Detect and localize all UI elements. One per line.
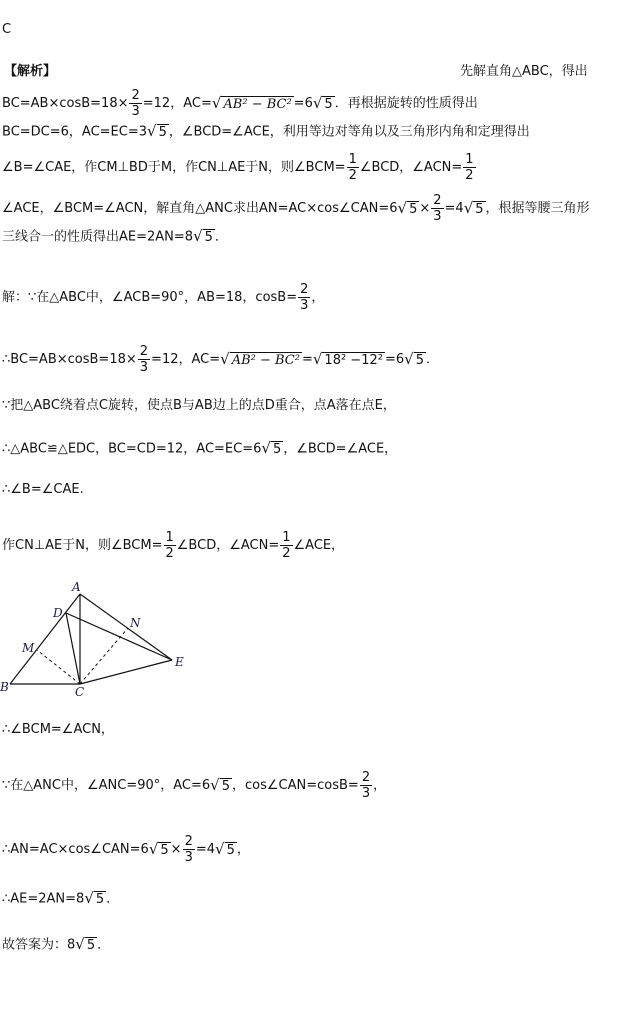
segment-CM bbox=[37, 650, 80, 684]
segment-AB bbox=[10, 594, 80, 684]
analysis-line-1: BC=AB×cosB=18× $\frac{2}{3}$ =12，AC=√ AB² − BC² =6√ 5 ．再根据旋转的性质得出 bbox=[2, 88, 478, 119]
solution-line-3: ∵把△ABC绕着点C旋转，使点B与AB边上的点D重合，点A落在点E， bbox=[2, 398, 396, 413]
solution-line-4: ∴△ABC≌△EDC，BC=CD=12，AC=EC=6√ 5 ，∠BCD=∠ACE， bbox=[2, 439, 398, 457]
geometry-figure bbox=[0, 580, 200, 700]
analysis-line-5: 三线合一的性质得出AE=2AN=8√ 5 ． bbox=[2, 227, 228, 245]
solution-line-7: ∴∠BCM=∠ACN， bbox=[2, 722, 114, 737]
label-N: N bbox=[130, 616, 141, 630]
solution-line-6: 作CN⊥AE于N，则∠BCM= $\frac{1}{2}$ ∠BCD，∠ACN= $\frac{1}{2}$ ∠ACE， bbox=[2, 530, 345, 561]
answer-letter: C bbox=[2, 22, 12, 37]
analysis-line-4: ∠ACE，∠BCM=∠ACN，解直角△ANC求出AN=AC×cos∠CAN=6√ 5 × $\frac{2}{3}$ =4√ 5 ，根据等腰三角形 bbox=[2, 193, 590, 224]
label-D: D bbox=[53, 606, 63, 620]
solution-line-1: 解：∵在△ABC中，∠ACB=90°，AB=18，cosB= $\frac{2}{3}$ ， bbox=[2, 282, 325, 313]
label-M: M bbox=[22, 641, 35, 655]
segment-AE bbox=[80, 594, 172, 660]
segment-CE bbox=[80, 660, 172, 684]
solution-line-10: ∴AE=2AN=8√ 5 ． bbox=[2, 889, 120, 907]
label-B: B bbox=[0, 680, 9, 694]
solution-line-8: ∵在△ANC中，∠ANC=90°，AC=6√ 5 ，cos∠CAN=cosB= $\frac{2}{3}$ ， bbox=[2, 770, 387, 801]
label-C: C bbox=[75, 685, 85, 699]
solution-line-9: ∴AN=AC×cos∠CAN=6√ 5 × $\frac{2}{3}$ =4√ 5 ， bbox=[2, 834, 250, 865]
segment-CN bbox=[80, 628, 128, 684]
analysis-label: 【解析】 bbox=[4, 64, 57, 79]
label-A: A bbox=[72, 580, 81, 594]
segment-DC bbox=[66, 613, 80, 684]
final-answer: 故答案为：8√ 5 ． bbox=[2, 935, 111, 953]
label-E: E bbox=[175, 655, 184, 669]
segment-DE bbox=[66, 613, 172, 660]
analysis-intro-right: 先解直角△ABC，得出 bbox=[460, 64, 588, 79]
analysis-line-3: ∠B=∠CAE，作CM⊥BD于M，作CN⊥AE于N，则∠BCM= $\frac{1}{2}$ ∠BCD，∠ACN= $\frac{1}{2}$ bbox=[2, 152, 474, 183]
analysis-line-2: BC=DC=6，AC=EC=3√ 5 ，∠BCD=∠ACE，利用等边对等角以及三角形内角和定理得出 bbox=[2, 122, 530, 140]
solution-line-2: ∴BC=AB×cosB=18× $\frac{2}{3}$ =12，AC=√ AB² − BC² =√ 18² −12² =6√ 5 ． bbox=[2, 344, 439, 375]
solution-line-5: ∴∠B=∠CAE. bbox=[2, 482, 84, 497]
